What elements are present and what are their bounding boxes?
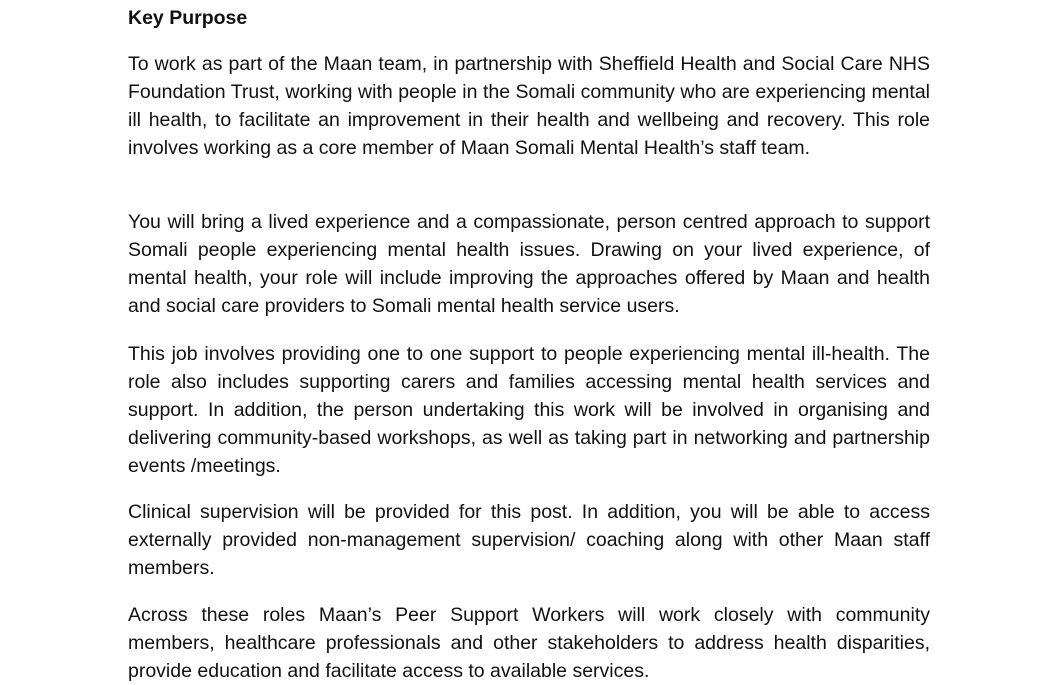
paragraph-supervision: Clinical supervision will be provided for this post. In addition, you will be able to access externally provided non-management supervision/ coaching along with other Maan staff members.: [128, 501, 930, 579]
paragraph-peer-support-workers: Across these roles Maan’s Peer Support Workers will work closely with community members, healthcare professionals and other stakeholders to address health disparities, provide education and facilitate access to available services.: [128, 604, 930, 682]
paragraph-job-duties: This job involves providing one to one support to people experiencing mental ill-health. The role also includes supporting carers and families accessing mental health services and support. In addition, the person undertaking this work will be involved in organising and delivering community-based workshops, as well as taking part in networking and partnership events /meetings.: [128, 343, 930, 477]
section-heading: Key Purpose: [128, 7, 248, 29]
paragraph-role-overview: To work as part of the Maan team, in partnership with Sheffield Health and Social Care NHS Foundation Trust, working with people in the Somali community who are experiencing mental ill health, to facilitate an improvement in their health and wellbeing and recovery. This role involves working as a core member of Maan Somali Mental Health’s staff team.: [128, 53, 930, 159]
paragraph-lived-experience: You will bring a lived experience and a compassionate, person centred approach to support Somali people experiencing mental health issues. Drawing on your lived experience, of mental health, your role will include improving the approaches offered by Maan and health and social care providers to Somali mental health service users.: [128, 211, 930, 317]
